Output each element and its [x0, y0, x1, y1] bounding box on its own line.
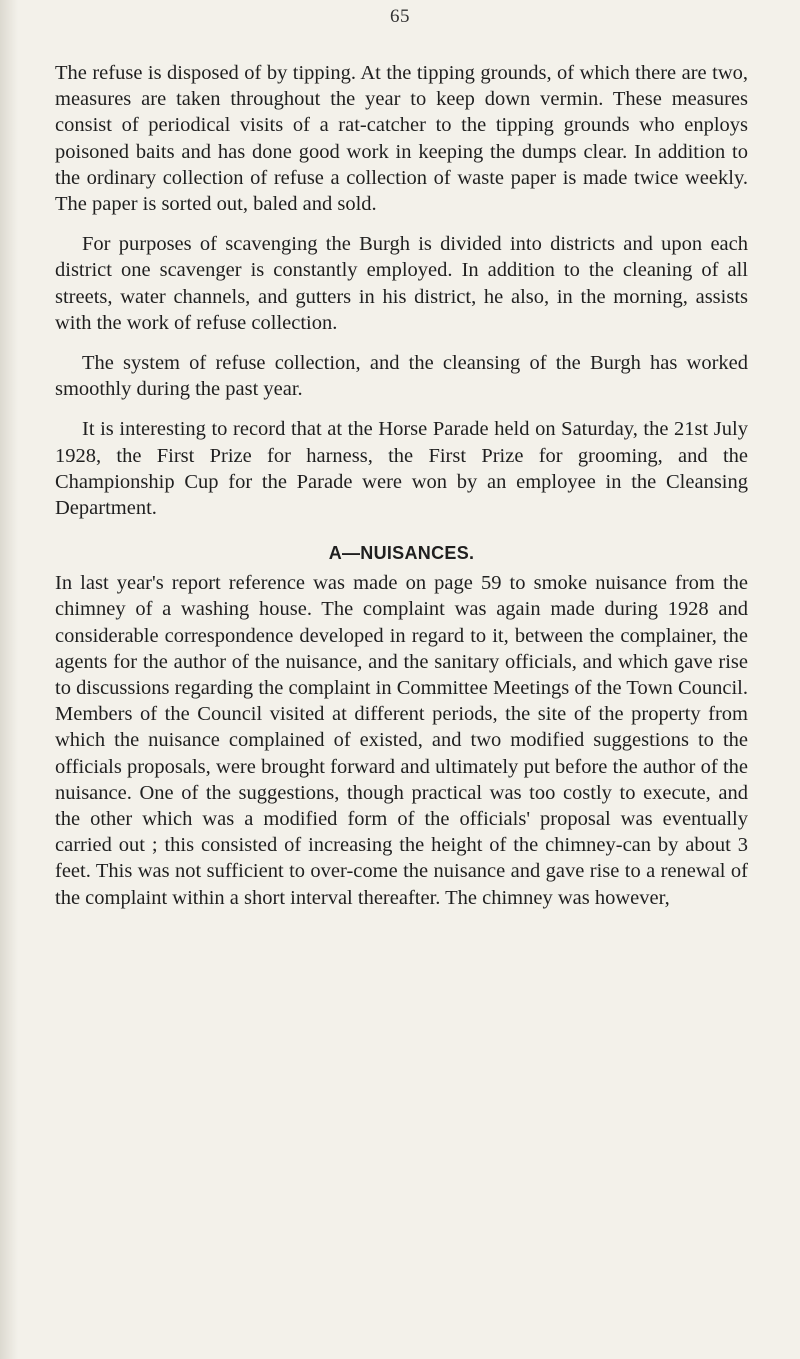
- section-heading-nuisances: A—NUISANCES.: [328, 543, 475, 564]
- page-body: [55, 60, 748, 925]
- paragraph-refuse-system: The system of refuse collection, and the cleansing of the Burgh has worked smoothly during the past year.: [55, 352, 748, 401]
- paragraph-horse-parade: It is interesting to record that at the Horse Parade held on Saturday, the 21st July 1928, the First Prize for harness, the First Prize for grooming, and the Championship Cup for the Parade were won by an employee in the Cleansing Department.: [55, 418, 748, 520]
- page-edge-shadow: [0, 0, 18, 1359]
- paragraph-scavenging: For purposes of scavenging the Burgh is divided into districts and upon each district one scavenger is constantly employed. In addition to the cleaning of all streets, water channels, and gutters in his district, he also, in the morning, assists with the work of refuse collection.: [55, 233, 748, 334]
- page-number: 65: [390, 6, 410, 27]
- paragraph-smoke-nuisance: In last year's report reference was made on page 59 to smoke nuisance from the chimney of a washing house. The complaint was again made during 1928 and considerable correspondence developed in regard to it, between the complainer, the agents for the author of the nuisance, and the sanitary officials, and which gave rise to discussions regarding the complaint in Committee Meetings of the Town Council. Members of the Council visited at different periods, the site of the property from which the nuisance complained of existed, and two modified suggestions to the officials proposals, were brought forward and ultimately put before the author of the nuisance. One of the suggestions, though practical was too costly to execute, and the other which was a modified form of the officials' proposal was eventually carried out ; this consisted of increasing the height of the chimney-can by about 3 feet. This was not sufficient to over-come the nuisance and gave rise to a renewal of the complaint within a short interval thereafter. The chimney was however,: [55, 572, 748, 909]
- paragraph-refuse-disposal: The refuse is disposed of by tipping. At the tipping grounds, of which there are two, measures are taken throughout the year to keep down vermin. These measures consist of periodical visits of a rat-catcher to the tipping grounds who enploys poisoned baits and has done good work in keeping the dumps clear. In addition to the ordinary collection of refuse a collection of waste paper is made twice weekly. The paper is sorted out, baled and sold.: [55, 62, 748, 216]
